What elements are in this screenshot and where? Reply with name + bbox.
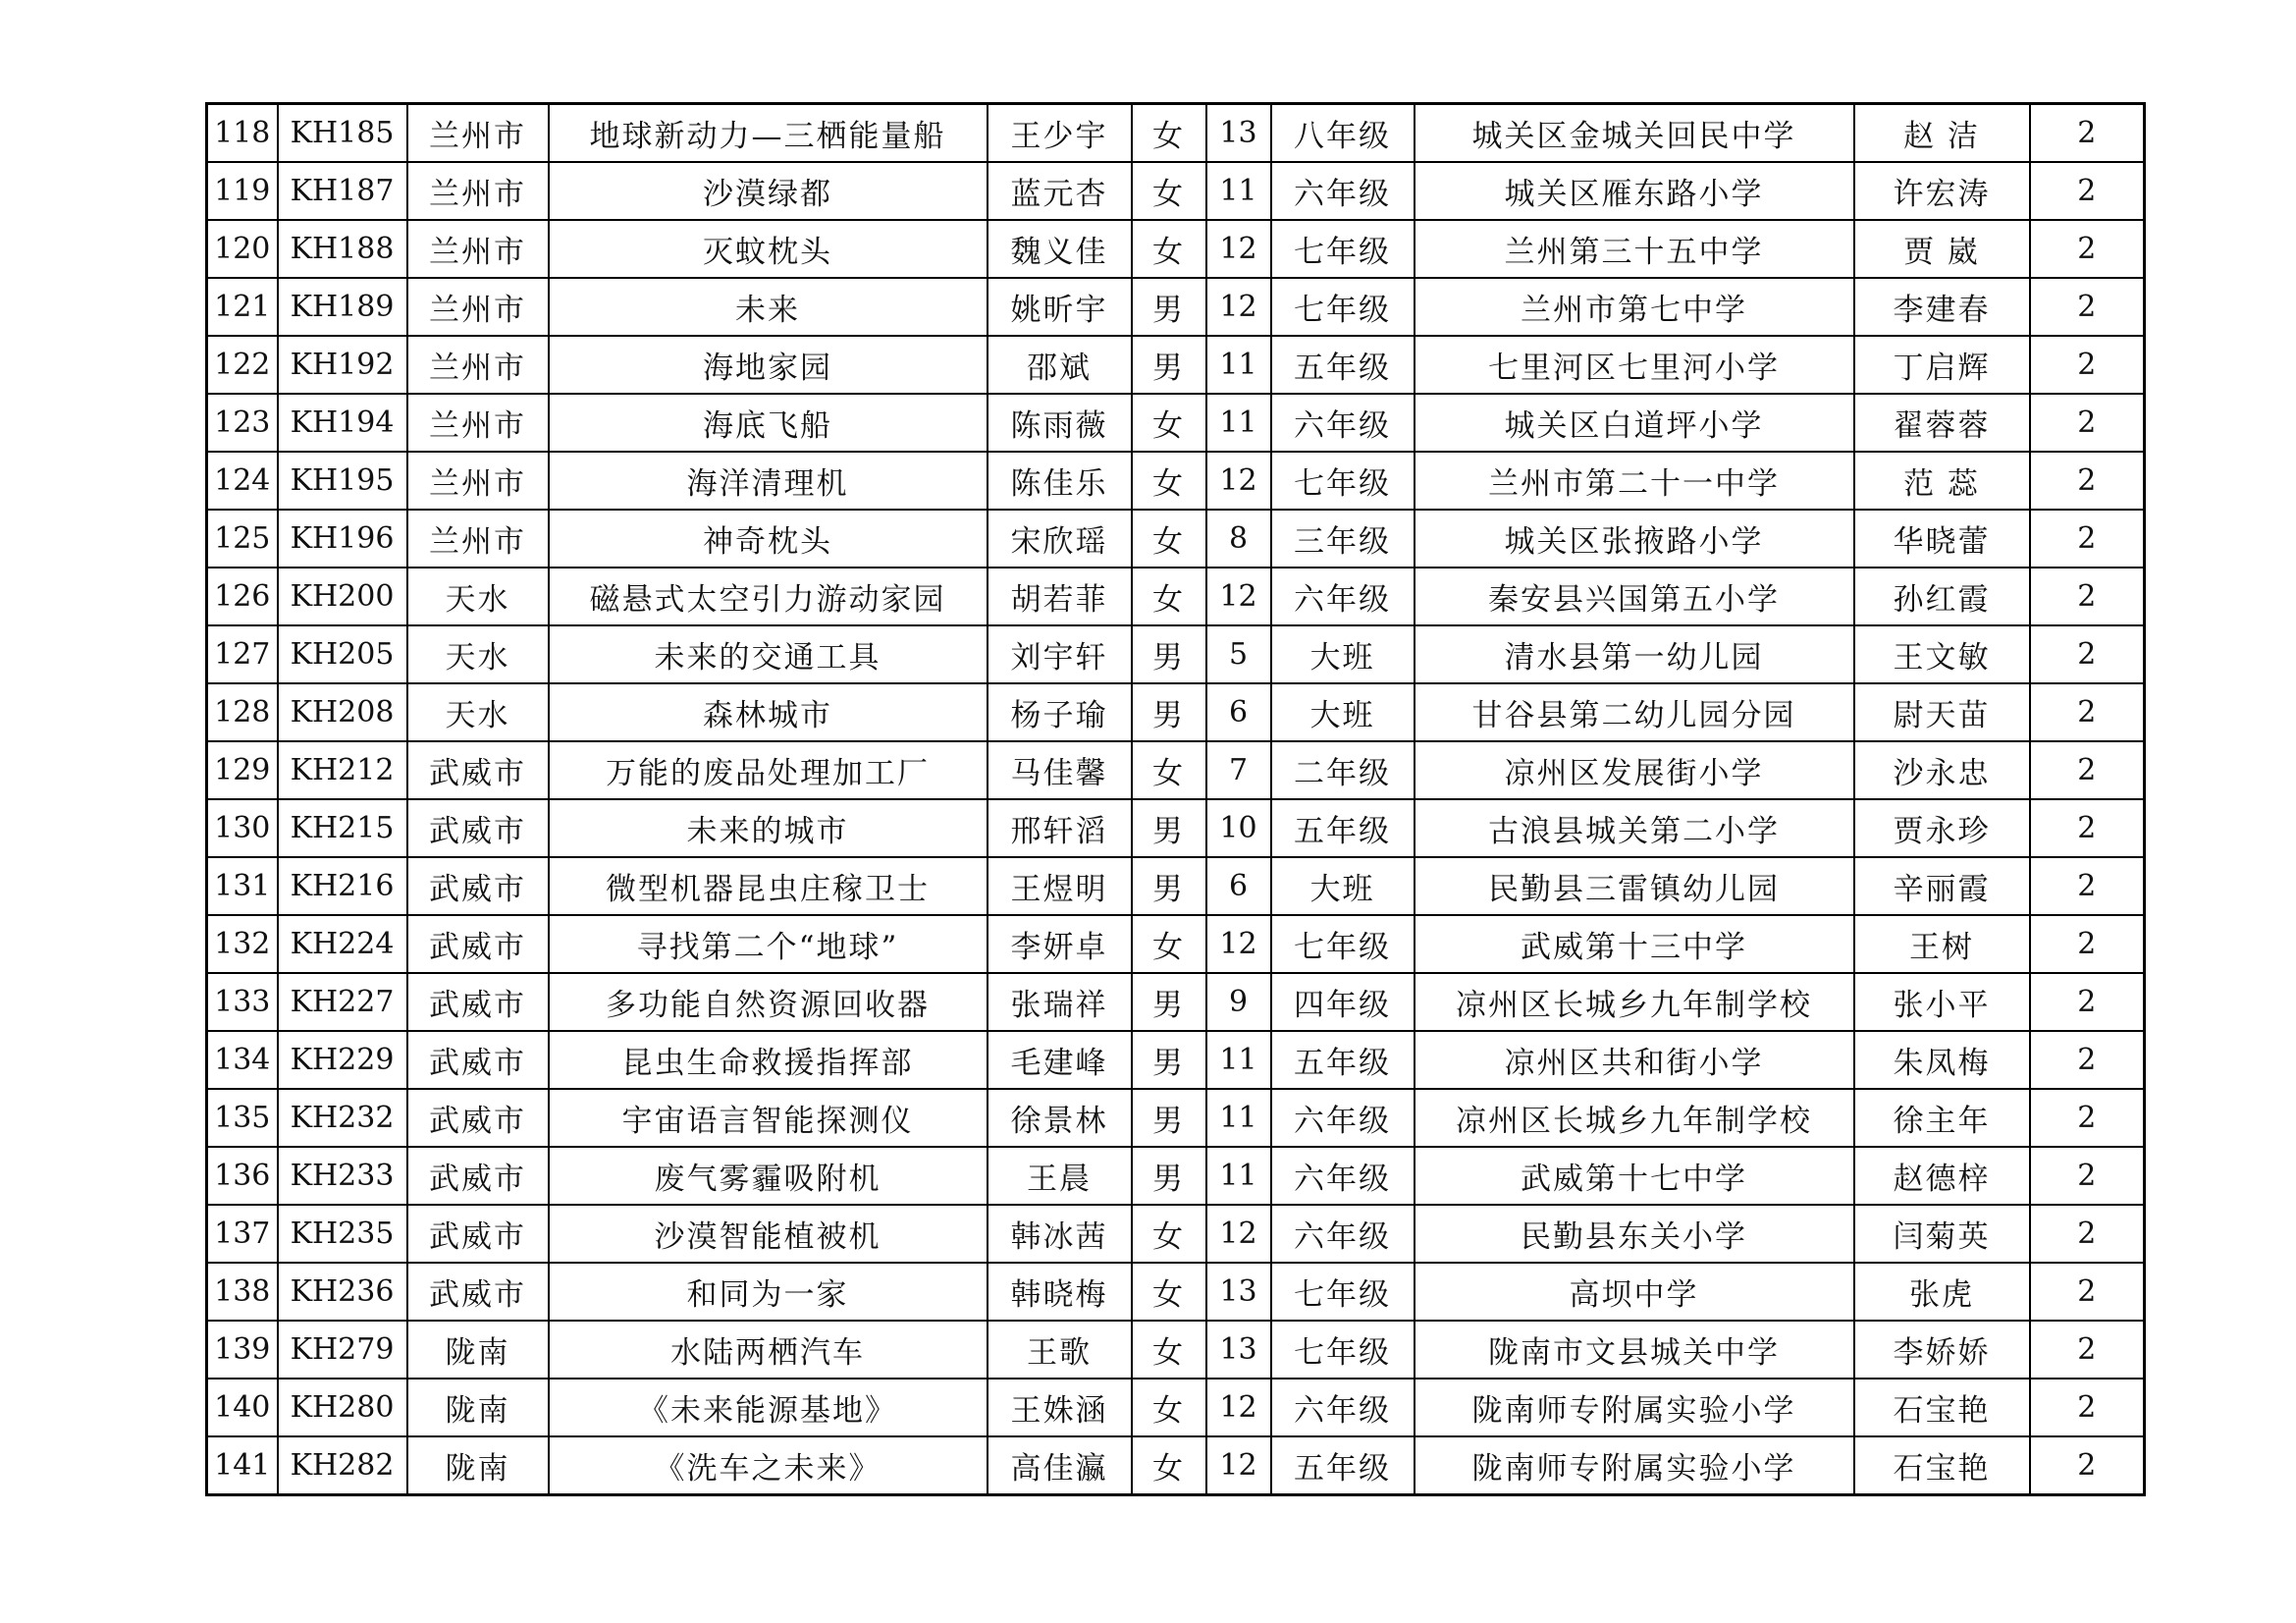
work-title-cell: 昆虫生命救援指挥部 (549, 1031, 988, 1089)
grade-cell: 大班 (1271, 857, 1415, 915)
teacher-cell: 辛丽霞 (1854, 857, 2030, 915)
entry-id-cell: KH232 (278, 1089, 407, 1147)
school-cell: 凉州区发展街小学 (1415, 741, 1854, 799)
entry-id-cell: KH200 (278, 568, 407, 625)
table-row (207, 104, 2145, 163)
teacher-cell: 王树 (1854, 915, 2030, 973)
work-title-cell: 沙漠绿都 (549, 162, 988, 220)
table-row (207, 625, 2145, 683)
age-cell: 12 (1206, 1205, 1271, 1263)
entry-id-cell: KH215 (278, 799, 407, 857)
entry-id-cell: KH192 (278, 336, 407, 394)
row-number-cell: 134 (207, 1031, 278, 1089)
gender-cell: 女 (1132, 394, 1206, 452)
row-number-cell: 126 (207, 568, 278, 625)
teacher-cell: 贾永珍 (1854, 799, 2030, 857)
school-cell: 城关区雁东路小学 (1415, 162, 1854, 220)
award-level-cell: 2 (2030, 1205, 2145, 1263)
work-title-cell: 海底飞船 (549, 394, 988, 452)
work-title-cell: 宇宙语言智能探测仪 (549, 1089, 988, 1147)
row-number-cell: 122 (207, 336, 278, 394)
school-cell: 城关区金城关回民中学 (1415, 104, 1854, 163)
row-number-cell: 139 (207, 1321, 278, 1379)
row-number-cell: 124 (207, 452, 278, 510)
age-cell: 6 (1206, 683, 1271, 741)
entry-id-cell: KH280 (278, 1379, 407, 1436)
award-level-cell: 2 (2030, 683, 2145, 741)
row-number-cell: 130 (207, 799, 278, 857)
gender-cell: 男 (1132, 973, 1206, 1031)
age-cell: 8 (1206, 510, 1271, 568)
table-row (207, 1263, 2145, 1321)
teacher-cell: 孙红霞 (1854, 568, 2030, 625)
table-row (207, 452, 2145, 510)
city-cell: 武威市 (407, 973, 549, 1031)
age-cell: 6 (1206, 857, 1271, 915)
city-cell: 武威市 (407, 1205, 549, 1263)
gender-cell: 女 (1132, 1205, 1206, 1263)
city-cell: 武威市 (407, 915, 549, 973)
entry-id-cell: KH195 (278, 452, 407, 510)
entry-id-cell: KH194 (278, 394, 407, 452)
age-cell: 12 (1206, 568, 1271, 625)
row-number-cell: 119 (207, 162, 278, 220)
award-level-cell: 2 (2030, 568, 2145, 625)
grade-cell: 六年级 (1271, 1379, 1415, 1436)
grade-cell: 六年级 (1271, 162, 1415, 220)
student-name-cell: 邵斌 (988, 336, 1132, 394)
grade-cell: 六年级 (1271, 1089, 1415, 1147)
award-level-cell: 2 (2030, 162, 2145, 220)
work-title-cell: 神奇枕头 (549, 510, 988, 568)
teacher-cell: 赵德梓 (1854, 1147, 2030, 1205)
city-cell: 武威市 (407, 1263, 549, 1321)
award-level-cell: 2 (2030, 973, 2145, 1031)
teacher-cell: 闫菊英 (1854, 1205, 2030, 1263)
student-name-cell: 王煜明 (988, 857, 1132, 915)
student-name-cell: 邢轩滔 (988, 799, 1132, 857)
student-name-cell: 王晨 (988, 1147, 1132, 1205)
teacher-cell: 李建春 (1854, 278, 2030, 336)
work-title-cell: 磁悬式太空引力游动家园 (549, 568, 988, 625)
age-cell: 11 (1206, 336, 1271, 394)
award-level-cell: 2 (2030, 220, 2145, 278)
age-cell: 11 (1206, 162, 1271, 220)
teacher-cell: 范 蕊 (1854, 452, 2030, 510)
gender-cell: 女 (1132, 1436, 1206, 1495)
gender-cell: 女 (1132, 162, 1206, 220)
table-row (207, 1147, 2145, 1205)
grade-cell: 五年级 (1271, 1031, 1415, 1089)
city-cell: 陇南 (407, 1436, 549, 1495)
student-name-cell: 徐景林 (988, 1089, 1132, 1147)
age-cell: 11 (1206, 394, 1271, 452)
award-level-cell: 2 (2030, 741, 2145, 799)
student-name-cell: 胡若菲 (988, 568, 1132, 625)
student-name-cell: 姚昕宇 (988, 278, 1132, 336)
student-name-cell: 韩冰茜 (988, 1205, 1132, 1263)
work-title-cell: 万能的废品处理加工厂 (549, 741, 988, 799)
grade-cell: 六年级 (1271, 394, 1415, 452)
table-row (207, 336, 2145, 394)
teacher-cell: 张小平 (1854, 973, 2030, 1031)
award-level-cell: 2 (2030, 857, 2145, 915)
table-row (207, 394, 2145, 452)
table-row (207, 741, 2145, 799)
row-number-cell: 133 (207, 973, 278, 1031)
gender-cell: 女 (1132, 104, 1206, 163)
age-cell: 13 (1206, 1263, 1271, 1321)
grade-cell: 八年级 (1271, 104, 1415, 163)
gender-cell: 男 (1132, 1147, 1206, 1205)
table-row (207, 1089, 2145, 1147)
entry-id-cell: KH227 (278, 973, 407, 1031)
age-cell: 12 (1206, 1379, 1271, 1436)
grade-cell: 七年级 (1271, 1263, 1415, 1321)
entry-id-cell: KH208 (278, 683, 407, 741)
table-row (207, 162, 2145, 220)
entry-id-cell: KH188 (278, 220, 407, 278)
school-cell: 凉州区共和街小学 (1415, 1031, 1854, 1089)
city-cell: 兰州市 (407, 452, 549, 510)
teacher-cell: 朱凤梅 (1854, 1031, 2030, 1089)
school-cell: 城关区张掖路小学 (1415, 510, 1854, 568)
row-number-cell: 140 (207, 1379, 278, 1436)
city-cell: 天水 (407, 683, 549, 741)
age-cell: 11 (1206, 1031, 1271, 1089)
award-level-cell: 2 (2030, 452, 2145, 510)
teacher-cell: 贾 崴 (1854, 220, 2030, 278)
gender-cell: 女 (1132, 1321, 1206, 1379)
city-cell: 武威市 (407, 1147, 549, 1205)
student-name-cell: 王少宇 (988, 104, 1132, 163)
age-cell: 12 (1206, 278, 1271, 336)
table-row (207, 1321, 2145, 1379)
school-cell: 七里河区七里河小学 (1415, 336, 1854, 394)
grade-cell: 四年级 (1271, 973, 1415, 1031)
gender-cell: 男 (1132, 336, 1206, 394)
age-cell: 10 (1206, 799, 1271, 857)
school-cell: 民勤县东关小学 (1415, 1205, 1854, 1263)
school-cell: 兰州市第七中学 (1415, 278, 1854, 336)
city-cell: 兰州市 (407, 104, 549, 163)
city-cell: 天水 (407, 568, 549, 625)
table-row (207, 1436, 2145, 1495)
grade-cell: 五年级 (1271, 799, 1415, 857)
row-number-cell: 131 (207, 857, 278, 915)
student-name-cell: 蓝元杏 (988, 162, 1132, 220)
gender-cell: 男 (1132, 1089, 1206, 1147)
work-title-cell: 废气雾霾吸附机 (549, 1147, 988, 1205)
entry-id-cell: KH236 (278, 1263, 407, 1321)
row-number-cell: 138 (207, 1263, 278, 1321)
row-number-cell: 118 (207, 104, 278, 163)
age-cell: 5 (1206, 625, 1271, 683)
student-name-cell: 张瑞祥 (988, 973, 1132, 1031)
grade-cell: 七年级 (1271, 278, 1415, 336)
gender-cell: 男 (1132, 857, 1206, 915)
teacher-cell: 李娇娇 (1854, 1321, 2030, 1379)
student-name-cell: 王姝涵 (988, 1379, 1132, 1436)
table-row (207, 915, 2145, 973)
student-name-cell: 韩晓梅 (988, 1263, 1132, 1321)
work-title-cell: 多功能自然资源回收器 (549, 973, 988, 1031)
work-title-cell: 海洋清理机 (549, 452, 988, 510)
row-number-cell: 141 (207, 1436, 278, 1495)
age-cell: 13 (1206, 1321, 1271, 1379)
gender-cell: 女 (1132, 568, 1206, 625)
school-cell: 陇南市文县城关中学 (1415, 1321, 1854, 1379)
award-level-cell: 2 (2030, 915, 2145, 973)
table-row (207, 278, 2145, 336)
entry-id-cell: KH189 (278, 278, 407, 336)
city-cell: 武威市 (407, 1089, 549, 1147)
city-cell: 陇南 (407, 1321, 549, 1379)
work-title-cell: 灭蚊枕头 (549, 220, 988, 278)
work-title-cell: 寻找第二个“地球” (549, 915, 988, 973)
age-cell: 7 (1206, 741, 1271, 799)
grade-cell: 七年级 (1271, 220, 1415, 278)
award-level-cell: 2 (2030, 799, 2145, 857)
city-cell: 武威市 (407, 799, 549, 857)
row-number-cell: 128 (207, 683, 278, 741)
work-title-cell: 海地家园 (549, 336, 988, 394)
award-level-cell: 2 (2030, 1089, 2145, 1147)
age-cell: 11 (1206, 1089, 1271, 1147)
table-row (207, 1205, 2145, 1263)
award-level-cell: 2 (2030, 394, 2145, 452)
gender-cell: 男 (1132, 799, 1206, 857)
table-row (207, 973, 2145, 1031)
student-name-cell: 刘宇轩 (988, 625, 1132, 683)
teacher-cell: 沙永忠 (1854, 741, 2030, 799)
teacher-cell: 许宏涛 (1854, 162, 2030, 220)
row-number-cell: 135 (207, 1089, 278, 1147)
table-row (207, 1379, 2145, 1436)
student-name-cell: 宋欣瑶 (988, 510, 1132, 568)
work-title-cell: 未来的交通工具 (549, 625, 988, 683)
teacher-cell: 石宝艳 (1854, 1436, 2030, 1495)
work-title-cell: 未来的城市 (549, 799, 988, 857)
gender-cell: 男 (1132, 683, 1206, 741)
table-row (207, 799, 2145, 857)
student-name-cell: 杨子瑜 (988, 683, 1132, 741)
city-cell: 武威市 (407, 741, 549, 799)
table-row (207, 220, 2145, 278)
student-name-cell: 魏义佳 (988, 220, 1132, 278)
school-cell: 陇南师专附属实验小学 (1415, 1379, 1854, 1436)
gender-cell: 男 (1132, 1031, 1206, 1089)
entry-id-cell: KH279 (278, 1321, 407, 1379)
teacher-cell: 赵 洁 (1854, 104, 2030, 163)
teacher-cell: 王文敏 (1854, 625, 2030, 683)
teacher-cell: 石宝艳 (1854, 1379, 2030, 1436)
school-cell: 民勤县三雷镇幼儿园 (1415, 857, 1854, 915)
award-level-cell: 2 (2030, 278, 2145, 336)
award-level-cell: 2 (2030, 625, 2145, 683)
grade-cell: 五年级 (1271, 336, 1415, 394)
teacher-cell: 翟蓉蓉 (1854, 394, 2030, 452)
gender-cell: 女 (1132, 741, 1206, 799)
table-row (207, 683, 2145, 741)
work-title-cell: 沙漠智能植被机 (549, 1205, 988, 1263)
award-level-cell: 2 (2030, 1436, 2145, 1495)
city-cell: 兰州市 (407, 336, 549, 394)
school-cell: 高坝中学 (1415, 1263, 1854, 1321)
row-number-cell: 137 (207, 1205, 278, 1263)
school-cell: 甘谷县第二幼儿园分园 (1415, 683, 1854, 741)
student-name-cell: 王歌 (988, 1321, 1132, 1379)
row-number-cell: 129 (207, 741, 278, 799)
city-cell: 陇南 (407, 1379, 549, 1436)
school-cell: 武威第十三中学 (1415, 915, 1854, 973)
entry-id-cell: KH229 (278, 1031, 407, 1089)
row-number-cell: 132 (207, 915, 278, 973)
age-cell: 12 (1206, 452, 1271, 510)
school-cell: 清水县第一幼儿园 (1415, 625, 1854, 683)
city-cell: 兰州市 (407, 394, 549, 452)
gender-cell: 男 (1132, 278, 1206, 336)
city-cell: 天水 (407, 625, 549, 683)
row-number-cell: 125 (207, 510, 278, 568)
teacher-cell: 丁启辉 (1854, 336, 2030, 394)
entry-id-cell: KH233 (278, 1147, 407, 1205)
table-body (207, 104, 2145, 1495)
grade-cell: 三年级 (1271, 510, 1415, 568)
award-level-cell: 2 (2030, 1031, 2145, 1089)
grade-cell: 大班 (1271, 625, 1415, 683)
award-level-cell: 2 (2030, 1321, 2145, 1379)
grade-cell: 二年级 (1271, 741, 1415, 799)
grade-cell: 大班 (1271, 683, 1415, 741)
award-level-cell: 2 (2030, 104, 2145, 163)
grade-cell: 六年级 (1271, 1205, 1415, 1263)
table-row (207, 857, 2145, 915)
school-cell: 凉州区长城乡九年制学校 (1415, 1089, 1854, 1147)
student-name-cell: 毛建峰 (988, 1031, 1132, 1089)
gender-cell: 女 (1132, 1379, 1206, 1436)
gender-cell: 女 (1132, 915, 1206, 973)
entry-id-cell: KH224 (278, 915, 407, 973)
school-cell: 武威第十七中学 (1415, 1147, 1854, 1205)
entry-id-cell: KH282 (278, 1436, 407, 1495)
age-cell: 11 (1206, 1147, 1271, 1205)
grade-cell: 六年级 (1271, 568, 1415, 625)
age-cell: 13 (1206, 104, 1271, 163)
work-title-cell: 水陆两栖汽车 (549, 1321, 988, 1379)
teacher-cell: 张虎 (1854, 1263, 2030, 1321)
school-cell: 秦安县兴国第五小学 (1415, 568, 1854, 625)
work-title-cell: 微型机器昆虫庄稼卫士 (549, 857, 988, 915)
city-cell: 兰州市 (407, 162, 549, 220)
city-cell: 兰州市 (407, 510, 549, 568)
gender-cell: 女 (1132, 220, 1206, 278)
school-cell: 兰州市第二十一中学 (1415, 452, 1854, 510)
grade-cell: 七年级 (1271, 1321, 1415, 1379)
age-cell: 9 (1206, 973, 1271, 1031)
work-title-cell: 《未来能源基地》 (549, 1379, 988, 1436)
teacher-cell: 徐主年 (1854, 1089, 2030, 1147)
school-cell: 凉州区长城乡九年制学校 (1415, 973, 1854, 1031)
teacher-cell: 尉天苗 (1854, 683, 2030, 741)
grade-cell: 七年级 (1271, 915, 1415, 973)
row-number-cell: 121 (207, 278, 278, 336)
work-title-cell: 森林城市 (549, 683, 988, 741)
grade-cell: 六年级 (1271, 1147, 1415, 1205)
table-row (207, 510, 2145, 568)
student-name-cell: 马佳馨 (988, 741, 1132, 799)
gender-cell: 女 (1132, 1263, 1206, 1321)
school-cell: 古浪县城关第二小学 (1415, 799, 1854, 857)
school-cell: 陇南师专附属实验小学 (1415, 1436, 1854, 1495)
city-cell: 兰州市 (407, 278, 549, 336)
row-number-cell: 120 (207, 220, 278, 278)
entry-id-cell: KH185 (278, 104, 407, 163)
age-cell: 12 (1206, 915, 1271, 973)
entry-id-cell: KH216 (278, 857, 407, 915)
entry-id-cell: KH187 (278, 162, 407, 220)
entry-id-cell: KH196 (278, 510, 407, 568)
age-cell: 12 (1206, 1436, 1271, 1495)
award-level-cell: 2 (2030, 336, 2145, 394)
entry-id-cell: KH235 (278, 1205, 407, 1263)
row-number-cell: 127 (207, 625, 278, 683)
grade-cell: 七年级 (1271, 452, 1415, 510)
city-cell: 兰州市 (407, 220, 549, 278)
student-name-cell: 高佳瀛 (988, 1436, 1132, 1495)
work-title-cell: 未来 (549, 278, 988, 336)
student-name-cell: 陈雨薇 (988, 394, 1132, 452)
award-level-cell: 2 (2030, 510, 2145, 568)
student-name-cell: 陈佳乐 (988, 452, 1132, 510)
age-cell: 12 (1206, 220, 1271, 278)
school-cell: 城关区白道坪小学 (1415, 394, 1854, 452)
grade-cell: 五年级 (1271, 1436, 1415, 1495)
row-number-cell: 123 (207, 394, 278, 452)
school-cell: 兰州第三十五中学 (1415, 220, 1854, 278)
table-row (207, 1031, 2145, 1089)
city-cell: 武威市 (407, 1031, 549, 1089)
award-level-cell: 2 (2030, 1147, 2145, 1205)
award-list-table (205, 102, 2146, 1496)
table-row (207, 568, 2145, 625)
teacher-cell: 华晓蕾 (1854, 510, 2030, 568)
work-title-cell: 地球新动力—三栖能量船 (549, 104, 988, 163)
entry-id-cell: KH205 (278, 625, 407, 683)
award-level-cell: 2 (2030, 1379, 2145, 1436)
document-page (205, 102, 2143, 1496)
work-title-cell: 《洗车之未来》 (549, 1436, 988, 1495)
work-title-cell: 和同为一家 (549, 1263, 988, 1321)
gender-cell: 男 (1132, 625, 1206, 683)
row-number-cell: 136 (207, 1147, 278, 1205)
gender-cell: 女 (1132, 510, 1206, 568)
entry-id-cell: KH212 (278, 741, 407, 799)
city-cell: 武威市 (407, 857, 549, 915)
gender-cell: 女 (1132, 452, 1206, 510)
student-name-cell: 李妍卓 (988, 915, 1132, 973)
award-level-cell: 2 (2030, 1263, 2145, 1321)
